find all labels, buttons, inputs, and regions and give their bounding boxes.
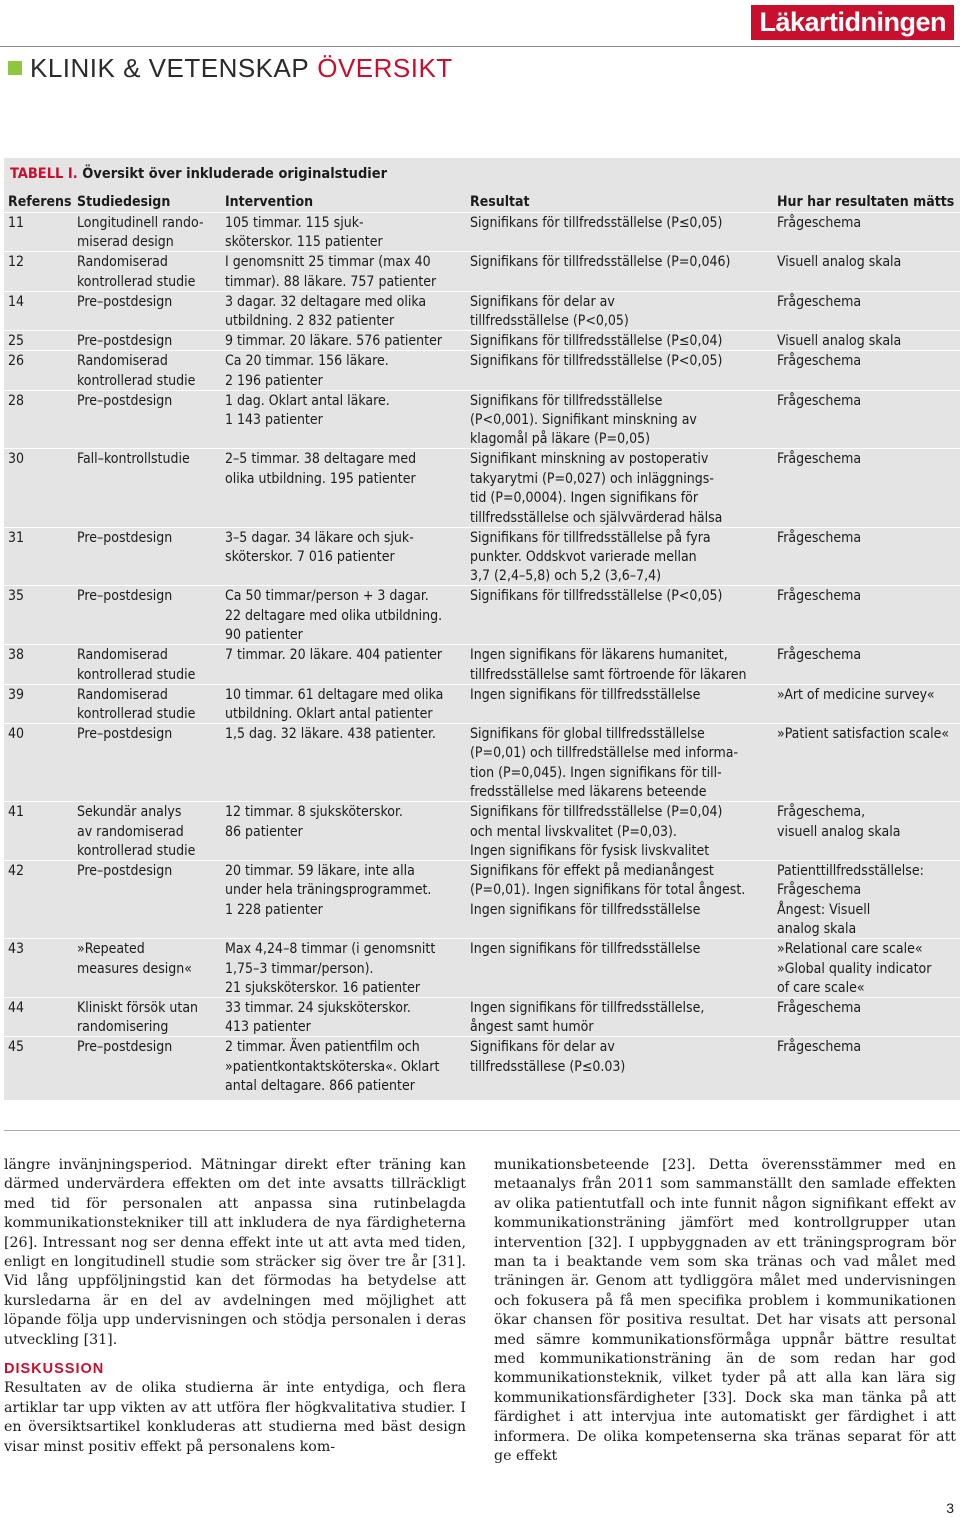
cell-intervention: 2–5 timmar. 38 deltagare med olika utbildning. 195 patienter (225, 451, 417, 487)
cell-design: Randomiserad kontrollerad studie (77, 647, 196, 683)
body-column-left (4, 1156, 466, 1457)
cell-design: »Repeated measures design« (77, 941, 192, 977)
cell-ref: 35 (8, 588, 25, 605)
cell-ref: 28 (8, 392, 25, 409)
cell-measure: Frågeschema (777, 215, 862, 231)
table-row (4, 585, 960, 645)
cell-measure: Frågeschema (777, 647, 862, 664)
col-header-ref: Referens (8, 194, 72, 210)
brand-logo: Läkartidningen (751, 5, 954, 40)
cell-design: Pre–postdesign (77, 333, 173, 350)
col-header-result: Resultat (470, 194, 530, 210)
table-row (4, 723, 960, 802)
cell-ref: 39 (8, 686, 25, 703)
cell-measure: Frågeschema (777, 588, 862, 605)
cell-intervention: Ca 50 timmar/person + 3 dagar. 22 deltagare med olika utbildning. 90 patienter (225, 588, 443, 644)
cell-result: Signifikans för tillfredsställelse (P<0,05) (470, 588, 723, 605)
cell-result: Signifikans för tillfredsställelse (P=0,046) (470, 254, 731, 271)
cell-design: Pre–postdesign (77, 529, 173, 546)
discussion-heading: DISKUSSION (4, 1361, 105, 1378)
cell-ref: 31 (8, 529, 25, 546)
cell-intervention: 9 timmar. 20 läkare. 576 patienter (225, 333, 442, 350)
cell-measure: Patienttillfredsställelse: Frågeschema Ångest: Visuell analog skala (777, 863, 924, 938)
cell-intervention: 7 timmar. 20 läkare. 404 patienter (225, 647, 442, 664)
table-header (4, 192, 960, 212)
cell-intervention: 1 dag. Oklart antal läkare. 1 143 patienter (225, 392, 390, 428)
cell-ref: 14 (8, 293, 25, 310)
cell-measure: Visuell analog skala (777, 254, 902, 271)
cell-result: Signifikans för effekt på medianångest (P=0,01). Ingen signifikans för total ångest. Ingen signifikans för tillfredsställelse (470, 863, 746, 918)
cell-design: Pre–postdesign (77, 726, 173, 742)
cell-measure: Frågeschema (777, 392, 862, 409)
cell-design: Randomiserad kontrollerad studie (77, 686, 196, 722)
cell-ref: 12 (8, 254, 25, 271)
cell-intervention: Max 4,24–8 timmar (i genomsnitt 1,75–3 timmar/person). 21 sjuksköterskor. 16 patienter (225, 941, 436, 996)
body-paragraph: Resultaten av de olika studierna är inte entydiga, och flera artiklar tar upp vikten av att utföra fler högkvalitativa studier. I en översiktsartikel konkluderas att studierna med bäst design visar minst positiv effekt på personalens kom- (4, 1380, 466, 1455)
table-row (4, 1036, 960, 1096)
cell-ref: 38 (8, 647, 25, 664)
cell-result: Signifikans för tillfredsställelse (P=0,04) och mental livskvalitet (P=0,03). Ingen signifikans för fysisk livskvalitet (470, 804, 723, 859)
cell-intervention: 10 timmar. 61 deltagare med olika utbildning. Oklart antal patienter (225, 686, 444, 722)
body-rule (4, 1130, 960, 1131)
table-row (4, 330, 960, 351)
cell-intervention: 20 timmar. 59 läkare, inte alla under hela träningsprogrammet. 1 228 patienter (225, 863, 432, 918)
table-row (4, 390, 960, 450)
header-rule (0, 46, 960, 47)
cell-result: Ingen signifikans för tillfredsställelse (470, 686, 701, 703)
cell-measure: Frågeschema (777, 451, 862, 468)
cell-measure: »Art of medicine survey« (777, 686, 935, 703)
cell-result: Signifikans för tillfredsställelse (P≤0,05) (470, 215, 723, 231)
cell-measure: »Patient satisfaction scale« (777, 726, 950, 742)
studies-table (4, 158, 960, 1100)
body-paragraph: munikationsbeteende [23]. Detta överensstämmer med en metaanalys från 2011 som sammanställt den samlade effekten av olika patientutfall och inte funnit någon signifikant effekt av kommunikationsträning jämfört med kontrollgrupper utan intervention [32]. I uppbyggnaden av ett träningsprogram bör man ta i beaktande vem som ska tränas och vad målet med träningen är. Genom att tydliggöra målet med undervisningen och fokusera på få men specifika problem i kommunikationen ökar chansen för positiva resultat. Det har visats att personal med sämre kommunikationsförmåga uppnår bättre resultat med kommunikationsträning än de som redan har god kommunikationsteknik, vilket tyder på att alla kan lära sig kommunikationsfärdigheter [33]. Dock ska man tänka på att färdighet i att intervjua inte automatiskt ger färdighet i att informera. De olika kompetenserna ska tränas separat för att ge effekt (494, 1157, 956, 1465)
section-type: ÖVERSIKT (317, 52, 453, 83)
table-row (4, 527, 960, 587)
cell-ref: 25 (8, 333, 25, 350)
cell-intervention: I genomsnitt 25 timmar (max 40 timmar). 88 läkare. 757 patienter (225, 254, 437, 290)
cell-ref: 40 (8, 726, 25, 742)
cell-design: Kliniskt försök utan randomisering (77, 1000, 199, 1036)
body-paragraph: längre invänjningsperiod. Mätningar direkt efter träning kan därmed undervärdera effekten om det inte avsatts tillräckligt med tid för personalen att anpassa sina rutinbelagda kommunikationstekniker till att inkludera de nya färdigheterna [26]. Intressant nog ser denna effekt inte ut att avta med tiden, enligt en longitudinell studie som sträcker sig över tre år [31]. Vid lång uppföljningstid kan det förmodas ha betydelse att kursledarna är en del av avdelningen med möjlighet att löpande följa upp undervisningen och stödja personalen i deras utveckling [31]. (4, 1157, 466, 1348)
cell-intervention: Ca 20 timmar. 156 läkare. 2 196 patienter (225, 353, 389, 389)
cell-design: Sekundär analys av randomiserad kontrollerad studie (77, 804, 196, 859)
cell-intervention: 3–5 dagar. 34 läkare och sjuk- sköterskor. 7 016 patienter (225, 529, 414, 565)
table-row (4, 860, 960, 939)
cell-intervention: 12 timmar. 8 sjuksköterskor. 86 patienter (225, 804, 403, 840)
col-header-intervention: Intervention (225, 194, 314, 210)
cell-ref: 45 (8, 1039, 25, 1056)
table-caption (10, 166, 387, 182)
cell-design: Pre–postdesign (77, 392, 173, 409)
table-row (4, 684, 960, 724)
cell-ref: 42 (8, 863, 25, 879)
cell-measure: Frågeschema (777, 293, 862, 310)
table-row (4, 291, 960, 331)
cell-design: Fall–kontrollstudie (77, 451, 190, 468)
cell-design: Pre–postdesign (77, 1039, 173, 1056)
cell-design: Pre–postdesign (77, 588, 173, 605)
cell-result: Signifikans för global tillfredsställelse (P=0,01) och tillfredställelse med informa- tion (P=0,045). Ingen signifikans för till- fredsställelse med läkarens beteende (470, 726, 738, 801)
cell-design: Pre–postdesign (77, 293, 173, 310)
section-marker (8, 61, 22, 75)
cell-result: Signifikans för delar av tillfredsställelse (P<0,05) (470, 293, 629, 330)
cell-measure: Frågeschema (777, 529, 862, 546)
section-heading (8, 52, 453, 84)
cell-result: Signifikans för tillfredsställelse (P≤0,04) (470, 333, 723, 350)
cell-result: Signifikans för tillfredsställelse på fyra punkter. Oddskvot varierade mellan 3,7 (2,4–5,8) och 5,2 (3,6–7,4) (470, 529, 711, 585)
cell-intervention: 1,5 dag. 32 läkare. 438 patienter. (225, 726, 436, 742)
cell-intervention: 3 dagar. 32 deltagare med olika utbildning. 2 832 patienter (225, 293, 427, 330)
cell-measure: Frågeschema (777, 1000, 862, 1016)
table-row (4, 251, 960, 291)
cell-ref: 11 (8, 215, 25, 231)
table-row (4, 448, 960, 527)
table-row (4, 938, 960, 998)
cell-design: Longitudinell rando- miserad design (77, 215, 204, 251)
cell-result: Ingen signifikans för tillfredsställelse, ångest samt humör (470, 1000, 705, 1036)
cell-measure: Visuell analog skala (777, 333, 902, 350)
cell-result: Signifikans för tillfredsställelse (P<0,05) (470, 353, 723, 370)
cell-result: Signifikant minskning av postoperativ takyarytmi (P=0,027) och inläggnings- tid (P=0,0004). Ingen signifikans för tillfredsställelse och självvärderad hälsa (470, 451, 723, 526)
table-title: Översikt över inkluderade originalstudier (82, 166, 388, 182)
cell-ref: 41 (8, 804, 25, 821)
cell-measure: »Relational care scale« »Global quality indicator of care scale« (777, 941, 932, 996)
cell-measure: Frågeschema (777, 1039, 862, 1056)
cell-ref: 44 (8, 1000, 25, 1016)
cell-measure: Frågeschema (777, 353, 862, 370)
cell-measure: Frågeschema, visuell analog skala (777, 804, 901, 840)
cell-result: Signifikans för delar av tillfredsställese (P≤0.03) (470, 1039, 626, 1075)
cell-intervention: 105 timmar. 115 sjuk- sköterskor. 115 patienter (225, 215, 383, 251)
cell-ref: 30 (8, 451, 25, 468)
cell-design: Randomiserad kontrollerad studie (77, 353, 196, 389)
col-header-measure: Hur har resultaten mätts (777, 194, 955, 210)
col-header-design: Studiedesign (77, 194, 171, 210)
cell-result: Ingen signifikans för läkarens humanitet, tillfredsställelse samt förtroende för läkaren (470, 647, 747, 683)
cell-intervention: 2 timmar. Även patientfilm och »patientkontaktsköterska«. Oklart antal deltagare. 866 patienter (225, 1039, 440, 1095)
table-label: TABELL I. (10, 166, 78, 182)
cell-result: Ingen signifikans för tillfredsställelse (470, 941, 701, 958)
cell-ref: 43 (8, 941, 25, 958)
cell-ref: 26 (8, 353, 25, 370)
cell-design: Pre–postdesign (77, 863, 173, 879)
table-row (4, 801, 960, 861)
table-row (4, 997, 960, 1037)
section-label: KLINIK & VETENSKAP (30, 52, 310, 83)
cell-result: Signifikans för tillfredsställelse (P<0,001). Signifikant minskning av klagomål på läkare (P=0,05) (470, 392, 697, 448)
table-row (4, 212, 960, 252)
cell-intervention: 33 timmar. 24 sjuksköterskor. 413 patienter (225, 1000, 411, 1036)
body-column-right (494, 1156, 956, 1467)
page-number: 3 (946, 1500, 954, 1516)
table-row (4, 644, 960, 684)
cell-design: Randomiserad kontrollerad studie (77, 254, 196, 290)
table-row (4, 350, 960, 390)
